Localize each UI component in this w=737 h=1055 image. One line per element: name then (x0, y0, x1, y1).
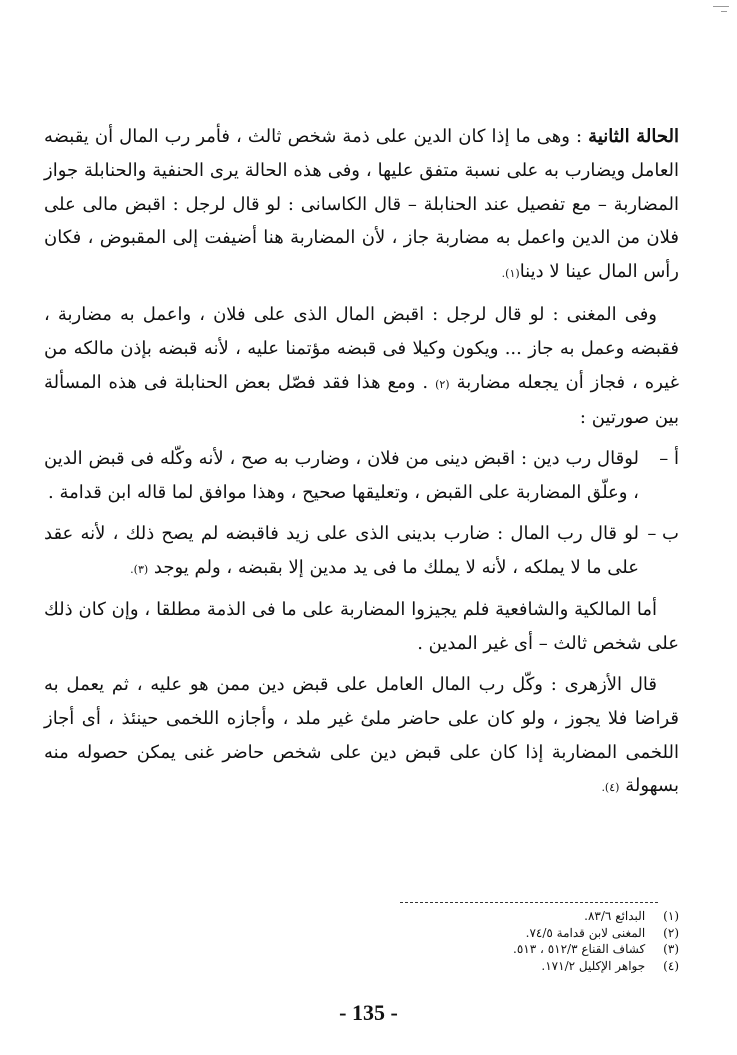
footnote-number: (٣) (663, 942, 679, 956)
paragraph-text-continued: . ومع هذا فقد فصّل بعض الحنابلة فى هذه المسألة بين صورتين : (44, 371, 679, 429)
paragraph-azhari (44, 668, 679, 805)
footnote-text: كشاف القناع ٥١٢/٣ ، ٥١٣. (513, 942, 646, 956)
footnote-number: (٢) (663, 925, 679, 940)
list-item-b (44, 517, 679, 587)
footnote-item (513, 941, 679, 958)
paragraph-second-case (44, 120, 679, 291)
corner-fold-mark (713, 6, 729, 19)
list-item-text: لو قال رب المال : ضارب بدينى الذى على زيد فاقبضه لم يصح ذلك ، لأنه عقد على ما لا يملكه ، لأنه لا يملك ما فى يد مدين إلا بقبضه ، ولم يوجد (44, 522, 639, 578)
paragraph-text: : وهى ما إذا كان الدين على ذمة شخص ثالث ، فأمر رب المال أن يقبضه العامل ويضارب به على نسبة متفق عليها ، وفى هذه الحالة يرى الحنفية والحنابلة جواز المضاربة – مع تفصيل عند الحنابلة – قال الكاسانى : لو قال لرجل : اقبض مالى على فلان من الدين واعمل به مضاربة جاز ، لأن المضاربة هنا أضيفت إلى المقبوض ، فكان رأس المال عينا لا دينا (44, 126, 679, 283)
footnote-reference: (٤). (601, 781, 620, 795)
paragraph-lead-heading: الحالة الثانية (588, 126, 679, 147)
footnote-separator (400, 902, 658, 903)
footnote-reference: (٣). (130, 562, 149, 576)
footnote-number: (٤) (663, 958, 679, 973)
paragraph-text: وفى المغنى : لو قال لرجل : اقبض المال الذى على فلان ، واعمل به مضاربة ، فقبضه وعمل به جاز ... ويكون وكيلا فى قبضه مؤتمنا عليه ، لأنه قبضه بإذن مالكه من غيره ، فجاز أن يجعله مضاربة (44, 303, 679, 393)
footnote-number: (١) (663, 909, 679, 923)
paragraph-text: أما المالكية والشافعية فلم يجيزوا المضاربة على ما فى الذمة مطلقا ، وإن كان ذلك على شخص ثالث – أى غير المدين . (44, 599, 679, 655)
paragraph-maliki-shafii (44, 593, 679, 661)
footnote-text: البدائع ٨٣/٦. (584, 909, 646, 923)
list-marker: أ – (659, 448, 679, 470)
footnote-item (513, 908, 679, 925)
list-item-a (44, 442, 679, 510)
footnotes (513, 908, 679, 974)
footnote-text: المغنى لابن قدامة ٧٤/٥. (525, 925, 646, 940)
paragraph-text: قال الأزهرى : وكّل رب المال العامل على قبض دين ممن هو عليه ، ثم يعمل به قراضا فلا يجوز ، ولو كان على حاضر ملئ غير ملد ، وأجازه اللخمى حينئذ ، أى أجاز اللخمى المضاربة إذا كان على قبض دين على شخص حاضر غنى يمكن حصوله منه بسهولة (44, 673, 679, 797)
page-number: - 135 - (339, 1000, 398, 1025)
footnote-item (513, 958, 679, 975)
paragraph-mughni (44, 298, 679, 435)
main-text (44, 120, 679, 812)
list-marker: ب – (647, 522, 679, 544)
footnote-reference: (١). (501, 267, 520, 281)
footnote-item (513, 925, 679, 942)
list-item-text: لوقال رب دين : اقبض دينى من فلان ، وضارب به صح ، لأنه وكّله فى قبض الدين ، وعلّق المضاربة على القبض ، وتعليقها صحيح ، وهذا موافق لما قاله ابن قدامة . (44, 448, 639, 503)
footnote-reference: (٢) (435, 377, 450, 391)
footnote-text: جواهر الإكليل ١٧١/٢. (541, 958, 646, 973)
